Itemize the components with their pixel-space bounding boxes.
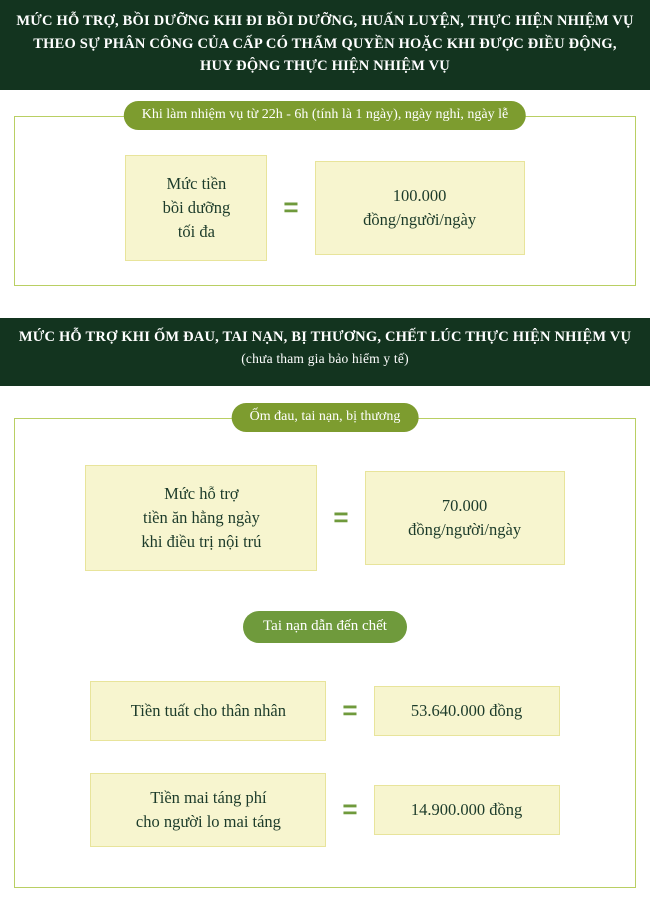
equation-left-line-2: cho người lo mai táng <box>135 811 281 831</box>
equation-right-box <box>374 686 560 736</box>
equation-row-funeral-allowance <box>15 773 635 847</box>
equation-right-line-2: đồng/người/ngày <box>408 519 522 539</box>
equation-row-max-allowance <box>15 155 635 261</box>
header-illness-main: MỨC HỖ TRỢ KHI ỐM ĐAU, TAI NẠN, BỊ THƯƠNG, CHẾT LÚC THỰC HIỆN NHIỆM VỤ <box>18 329 632 346</box>
equation-row-daily-meal-support <box>15 465 635 571</box>
equation-left-line-1: Tiền mai táng phí <box>150 787 267 807</box>
panel-illness-pill: Ốm đau, tai nạn, bị thương <box>232 403 419 432</box>
panel-illness-accident <box>14 409 636 888</box>
panel-fatal-accident-pill: Tai nạn dẫn đến chết <box>243 611 407 643</box>
equation-right-box <box>315 161 525 255</box>
mid-pill-wrapper <box>15 611 635 643</box>
header-illness-sub: (chưa tham gia bảo hiểm y tế) <box>241 350 409 366</box>
equation-row-survivor-benefit <box>15 681 635 741</box>
equals-icon: = <box>333 502 349 533</box>
equation-right-line-1: 70.000 <box>441 495 488 515</box>
equation-left-line-1: Mức tiền <box>166 174 227 193</box>
equals-icon: = <box>283 192 299 223</box>
equation-left-line-2: tiền ăn hằng ngày <box>142 507 260 527</box>
equation-left-box <box>85 465 317 571</box>
equals-icon: = <box>342 694 358 725</box>
panel-night-duty <box>14 107 636 286</box>
equation-left-line-3: tối đa <box>177 221 215 241</box>
equation-right-box <box>365 471 565 565</box>
panel-night-duty-pill: Khi làm nhiệm vụ từ 22h - 6h (tính là 1 ngày), ngày nghỉ, ngày lễ <box>124 101 526 130</box>
equation-left-line-2: bồi dưỡng <box>162 197 231 217</box>
header-top-line-1: MỨC HỖ TRỢ, BỒI DƯỠNG KHI ĐI BỒI DƯỠNG, HUẤN LUYỆN, THỰC HIỆN NHIỆM VỤ <box>16 13 634 30</box>
equation-left-line-3: khi điều trị nội trú <box>141 531 262 551</box>
header-top-line-2: THEO SỰ PHÂN CÔNG CỦA CẤP CÓ THẨM QUYỀN HOẶC KHI ĐƯỢC ĐIỀU ĐỘNG, <box>33 35 617 52</box>
equation-right-box <box>374 785 560 835</box>
equation-left-line-1: Mức hỗ trợ <box>164 484 239 503</box>
equals-icon: = <box>342 793 358 824</box>
equation-left-line-1: Tiền tuất cho thân nhân <box>130 700 286 720</box>
header-banner-illness <box>0 318 650 386</box>
equation-right-line-1: 14.900.000 đồng <box>410 799 523 819</box>
header-top-line-3: HUY ĐỘNG THỰC HIỆN NHIỆM VỤ <box>200 58 450 75</box>
equation-right-line-1: 53.640.000 đồng <box>410 700 523 720</box>
equation-left-box <box>90 773 326 847</box>
equation-left-box <box>125 155 267 261</box>
equation-right-line-2: đồng/người/ngày <box>363 209 477 229</box>
equation-left-box <box>90 681 326 741</box>
header-banner-top <box>0 0 650 90</box>
equation-right-line-1: 100.000 <box>392 185 447 205</box>
